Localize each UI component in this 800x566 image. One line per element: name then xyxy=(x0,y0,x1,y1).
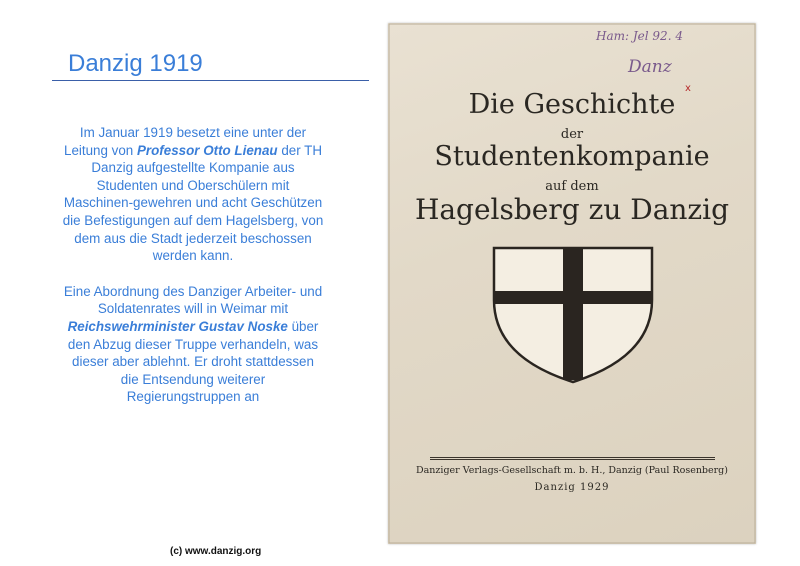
publisher-line: Danziger Verlags-Gesellschaft m. b. H., Danzig (Paul Rosenberg) xyxy=(416,465,728,476)
paragraph-1 xyxy=(62,124,324,265)
p2-text-b: über den Abzug dieser Truppe verhandeln, was dieser aber ablehnt. Er droht stattdessen die Entsendung weiterer Regierungstruppen an xyxy=(67,318,319,405)
book-cover-image xyxy=(388,23,756,544)
book-title-line-4: auf dem xyxy=(545,179,599,194)
body-text xyxy=(62,124,324,424)
title-divider xyxy=(52,80,369,81)
publisher-rule-top xyxy=(430,457,715,458)
publisher-rule-bottom xyxy=(430,459,715,460)
handwritten-mark: x xyxy=(685,83,691,94)
paragraph-2 xyxy=(62,283,324,406)
book-title-line-3: Studentenkompanie xyxy=(434,141,710,172)
book-title-line-1: Die Geschichte xyxy=(468,89,676,120)
p1-person-name: Professor Otto Lienau xyxy=(136,142,278,158)
book-title-line-5: Hagelsberg zu Danzig xyxy=(414,193,730,226)
coat-of-arms-shield-icon xyxy=(491,245,655,385)
p2-person-name: Reichswehrminister Gustav Noske xyxy=(67,318,288,334)
publication-place-year: Danzig 1929 xyxy=(534,482,610,493)
slide-title: Danzig 1919 xyxy=(68,50,203,77)
p1-text-a: Im Januar 1919 besetzt eine unter der Leitung von xyxy=(64,125,307,158)
book-title-line-2: der xyxy=(560,127,584,142)
p1-text-b: der TH Danzig aufgestellte Kompanie aus Studenten und Oberschülern mit Maschinen-gewehren und acht Geschützen die Befestigungen auf dem Hagelsberg, von dem aus die Stadt jederzeit beschossen werden kann. xyxy=(62,142,324,264)
p2-text-a: Eine Abordnung des Danziger Arbeiter- und Soldatenrates will in Weimar mit xyxy=(63,283,323,317)
handwritten-note: Ham: Jel 92. 4 xyxy=(596,29,683,43)
handwritten-signature: Danz xyxy=(628,57,672,77)
copyright-footer: (c) www.danzig.org xyxy=(170,546,262,557)
